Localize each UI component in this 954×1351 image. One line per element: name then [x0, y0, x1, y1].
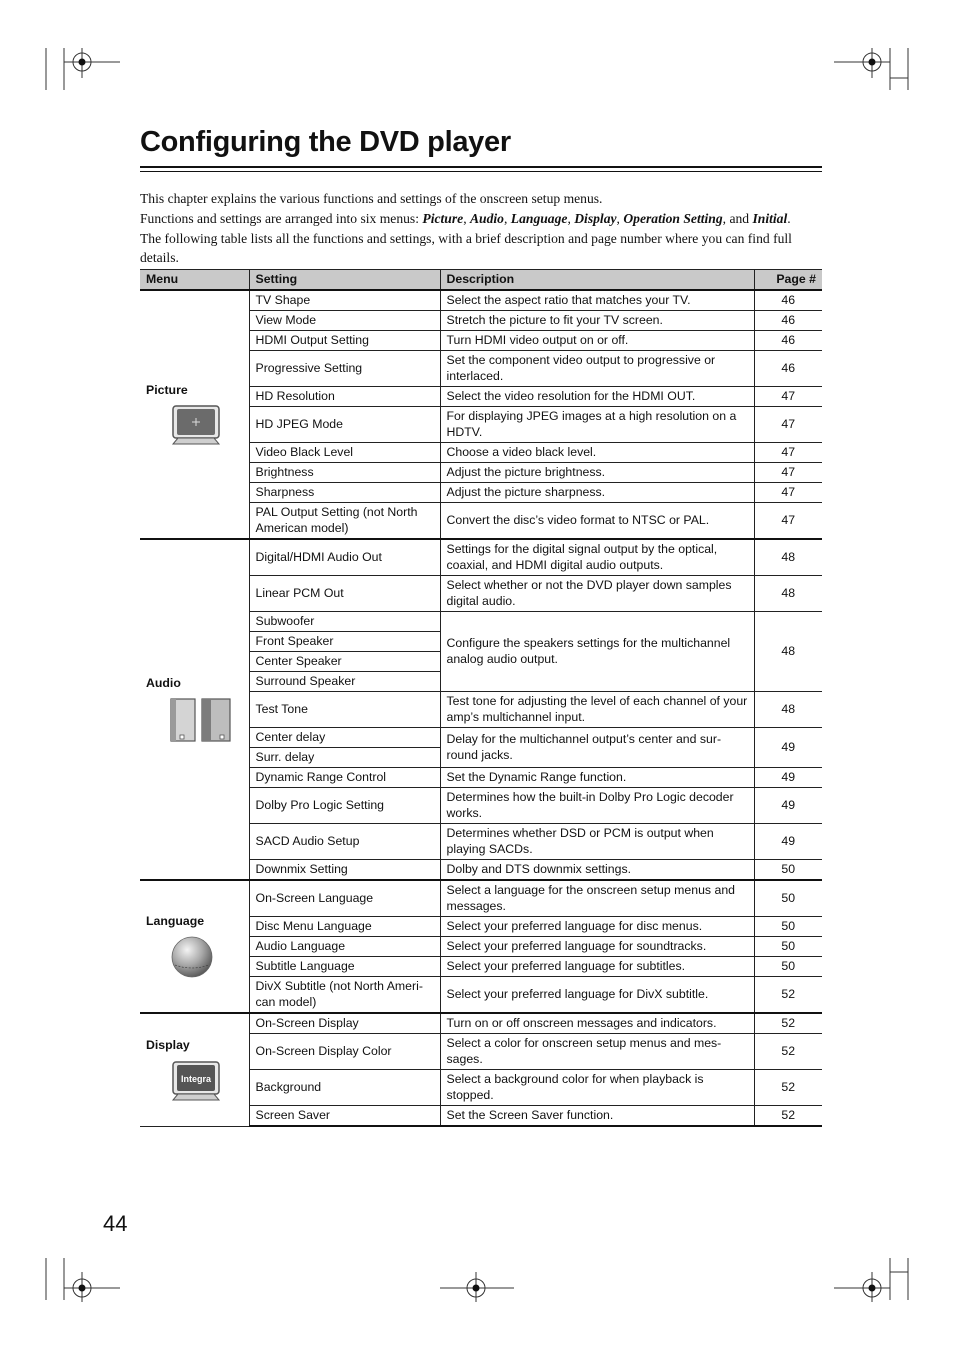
description-cell: Choose a video black level.	[440, 443, 754, 463]
menu-name-operation-setting: Operation Setting	[623, 211, 723, 226]
setting-cell: Subtitle Language	[249, 957, 440, 977]
description-cell: Determines how the built-in Dolby Pro Logic decoder works.	[440, 788, 754, 824]
setting-cell: On-Screen Display	[249, 1013, 440, 1034]
page-cell: 46	[754, 290, 822, 311]
intro-p2-prefix: Functions and settings are arranged into six menus:	[140, 211, 423, 226]
tv-icon	[170, 404, 222, 446]
header-setting: Setting	[249, 270, 440, 291]
page-cell: 52	[754, 1034, 822, 1070]
description-cell: Select whether or not the DVD player down samples digital audio.	[440, 576, 754, 612]
description-cell: Adjust the picture sharpness.	[440, 483, 754, 503]
page-cell: 48	[754, 576, 822, 612]
description-cell: Select your preferred language for subtitles.	[440, 957, 754, 977]
setting-cell: PAL Output Setting (not North American model)	[249, 503, 440, 540]
intro-sep: ,	[567, 211, 575, 226]
description-cell: Set the component video output to progressive or interlaced.	[440, 351, 754, 387]
menu-name-initial: Initial	[752, 211, 788, 226]
setting-cell: Dolby Pro Logic Setting	[249, 788, 440, 824]
page-cell: 47	[754, 387, 822, 407]
header-description: Description	[440, 270, 754, 291]
intro-text	[140, 189, 824, 268]
description-cell: Select your preferred language for DivX subtitle.	[440, 977, 754, 1014]
setting-cell: On-Screen Display Color	[249, 1034, 440, 1070]
page-cell: 50	[754, 880, 822, 917]
description-cell: Select your preferred language for soundtracks.	[440, 937, 754, 957]
intro-and: , and	[722, 211, 753, 226]
intro-paragraph-3: The following table lists all the functions and settings, with a brief description and page number where you can find full details.	[140, 231, 792, 265]
integra-logo-text: Integra	[180, 1073, 212, 1084]
setting-cell: HDMI Output Setting	[249, 331, 440, 351]
menu-label-display: Display	[146, 1038, 190, 1052]
description-cell: Select a language for the onscreen setup menus and messages.	[440, 880, 754, 917]
settings-table	[140, 269, 822, 1127]
description-cell: Turn HDMI video output on or off.	[440, 331, 754, 351]
description-cell: Set the Dynamic Range function.	[440, 768, 754, 788]
intro-sep: ,	[616, 211, 624, 226]
menu-cell-picture	[140, 290, 249, 539]
page-cell: 49	[754, 824, 822, 860]
page-cell: 49	[754, 788, 822, 824]
page-cell: 49	[754, 768, 822, 788]
description-cell: Test tone for adjusting the level of each channel of your amp’s multichannel input.	[440, 692, 754, 728]
page-cell: 52	[754, 977, 822, 1014]
setting-cell: View Mode	[249, 311, 440, 331]
setting-cell: Background	[249, 1070, 440, 1106]
page-cell: 52	[754, 1013, 822, 1034]
page-cell: 49	[754, 728, 822, 768]
setting-cell: Disc Menu Language	[249, 917, 440, 937]
menu-label-language: Language	[146, 913, 205, 928]
description-cell: Turn on or off onscreen messages and indicators.	[440, 1013, 754, 1034]
intro-sep: ,	[503, 211, 511, 226]
page-cell: 46	[754, 351, 822, 387]
setting-cell: Video Black Level	[249, 443, 440, 463]
page-cell: 48	[754, 539, 822, 576]
menu-name-picture: Picture	[422, 211, 464, 226]
description-cell: Select a background color for when playback is stopped.	[440, 1070, 754, 1106]
description-cell: Adjust the picture brightness.	[440, 463, 754, 483]
integra-monitor-icon	[170, 1060, 222, 1102]
intro-period: .	[787, 211, 791, 226]
table-row	[140, 1013, 822, 1034]
description-cell: Settings for the digital signal output by the optical, coaxial, and HDMI digital audio outputs.	[440, 539, 754, 576]
setting-cell: On-Screen Language	[249, 880, 440, 917]
setting-cell: Dynamic Range Control	[249, 768, 440, 788]
description-cell: Determines whether DSD or PCM is output when playing SACDs.	[440, 824, 754, 860]
menu-name-language: Language	[510, 211, 568, 226]
page-cell: 48	[754, 612, 822, 692]
description-cell: Convert the disc’s video format to NTSC or PAL.	[440, 503, 754, 540]
description-cell: Select your preferred language for disc menus.	[440, 917, 754, 937]
intro-sep: ,	[463, 211, 470, 226]
page-cell: 52	[754, 1106, 822, 1127]
setting-cell: Center Speaker	[249, 652, 440, 672]
menu-name-display: Display	[574, 211, 617, 226]
page-cell: 47	[754, 407, 822, 443]
setting-cell: DivX Subtitle (not North Ameri-can model)	[249, 977, 440, 1014]
menu-name-audio: Audio	[469, 211, 504, 226]
speakers-icon	[170, 697, 232, 743]
description-cell: Select the video resolution for the HDMI OUT.	[440, 387, 754, 407]
menu-cell-language	[140, 880, 249, 1013]
setting-cell: Surround Speaker	[249, 672, 440, 692]
table-row	[140, 539, 822, 576]
description-cell: Select the aspect ratio that matches your TV.	[440, 290, 754, 311]
page-cell: 50	[754, 937, 822, 957]
description-cell: For displaying JPEG images at a high resolution on a HDTV.	[440, 407, 754, 443]
page-cell: 52	[754, 1070, 822, 1106]
menu-cell-audio	[140, 539, 249, 880]
table-row	[140, 290, 822, 311]
setting-cell: Surr. delay	[249, 748, 440, 768]
page-cell: 48	[754, 692, 822, 728]
menu-cell-display	[140, 1013, 249, 1126]
description-cell: Set the Screen Saver function.	[440, 1106, 754, 1127]
header-page: Page #	[754, 270, 822, 291]
setting-cell: TV Shape	[249, 290, 440, 311]
setting-cell: Brightness	[249, 463, 440, 483]
intro-paragraph-2	[140, 209, 824, 228]
description-cell: Dolby and DTS downmix settings.	[440, 860, 754, 881]
setting-cell: Audio Language	[249, 937, 440, 957]
description-cell: Delay for the multichannel output’s center and sur-round jacks.	[440, 728, 754, 768]
setting-cell: Downmix Setting	[249, 860, 440, 881]
page-cell: 50	[754, 860, 822, 881]
setting-cell: SACD Audio Setup	[249, 824, 440, 860]
page-number: 44	[103, 1211, 128, 1236]
page-cell: 47	[754, 463, 822, 483]
title-rule-thin	[140, 171, 822, 172]
setting-cell: Subwoofer	[249, 612, 440, 632]
setting-cell: HD JPEG Mode	[249, 407, 440, 443]
setting-cell: Center delay	[249, 728, 440, 748]
setting-cell: Progressive Setting	[249, 351, 440, 387]
intro-paragraph-1: This chapter explains the various functions and settings of the onscreen setup menus.	[140, 191, 603, 206]
globe-icon	[170, 935, 214, 979]
menu-label-picture: Picture	[146, 382, 188, 397]
page-cell: 47	[754, 483, 822, 503]
setting-cell: Linear PCM Out	[249, 576, 440, 612]
description-cell: Configure the speakers settings for the multichannel analog audio output.	[440, 612, 754, 692]
setting-cell: Test Tone	[249, 692, 440, 728]
page-cell: 46	[754, 311, 822, 331]
table-header-row	[140, 270, 822, 291]
description-cell: Select a color for onscreen setup menus and mes-sages.	[440, 1034, 754, 1070]
setting-cell: Screen Saver	[249, 1106, 440, 1127]
page-cell: 50	[754, 957, 822, 977]
setting-cell: Digital/HDMI Audio Out	[249, 539, 440, 576]
setting-cell: Sharpness	[249, 483, 440, 503]
page-cell: 46	[754, 331, 822, 351]
title-rule	[140, 166, 822, 168]
header-menu: Menu	[140, 270, 249, 291]
page-cell: 47	[754, 443, 822, 463]
page-title: Configuring the DVD player	[140, 126, 511, 158]
setting-cell: Front Speaker	[249, 632, 440, 652]
page-cell: 50	[754, 917, 822, 937]
setting-cell: HD Resolution	[249, 387, 440, 407]
menu-label-audio: Audio	[146, 675, 181, 690]
table-row	[140, 880, 822, 917]
page-cell: 47	[754, 503, 822, 540]
description-cell: Stretch the picture to fit your TV screen.	[440, 311, 754, 331]
